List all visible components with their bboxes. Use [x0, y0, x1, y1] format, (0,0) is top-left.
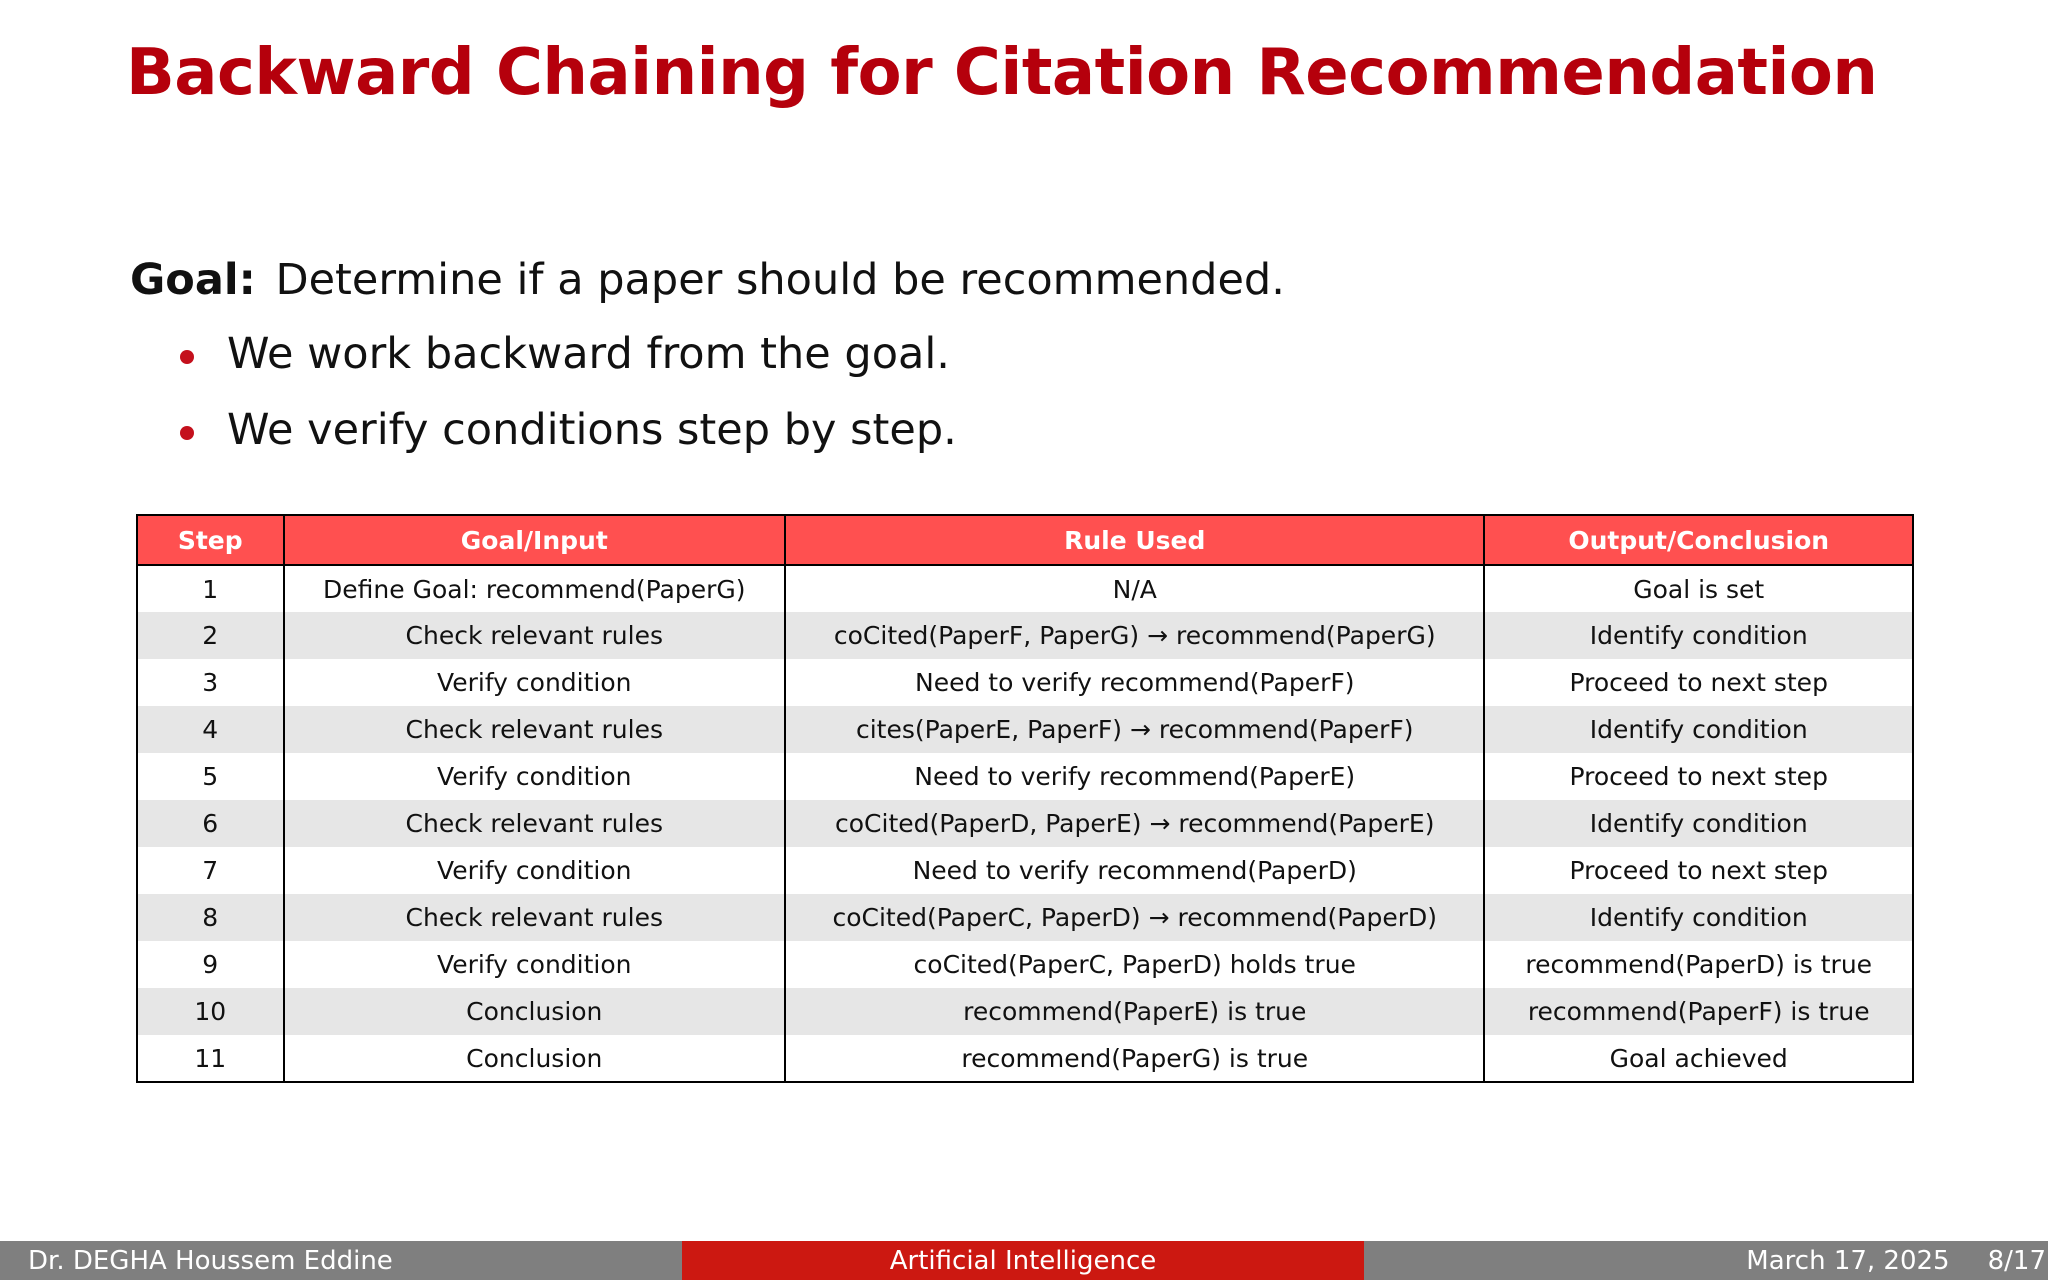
- cell-step: 11: [137, 1035, 284, 1082]
- cell-step: 4: [137, 706, 284, 753]
- cell-step: 3: [137, 659, 284, 706]
- table-row: [137, 941, 1913, 988]
- cell-step: 1: [137, 565, 284, 612]
- bullet-text: We work backward from the goal.: [227, 329, 950, 379]
- cell-goal-input: Verify condition: [284, 659, 786, 706]
- footer-page-number: 8/17: [1987, 1245, 2046, 1276]
- footer-date: March 17, 2025: [1746, 1245, 1950, 1276]
- cell-output-conclusion: recommend(PaperD) is true: [1484, 941, 1913, 988]
- table-row: [137, 706, 1913, 753]
- cell-output-conclusion: Proceed to next step: [1484, 753, 1913, 800]
- cell-goal-input: Conclusion: [284, 1035, 786, 1082]
- slide-footer: [0, 1241, 2048, 1280]
- table-row: [137, 800, 1913, 847]
- goal-bullet-list: [130, 326, 1285, 458]
- table-row: [137, 612, 1913, 659]
- cell-step: 7: [137, 847, 284, 894]
- cell-output-conclusion: Identify condition: [1484, 894, 1913, 941]
- table-row: [137, 894, 1913, 941]
- cell-output-conclusion: recommend(PaperF) is true: [1484, 988, 1913, 1035]
- table-row: [137, 659, 1913, 706]
- cell-output-conclusion: Identify condition: [1484, 800, 1913, 847]
- cell-step: 10: [137, 988, 284, 1035]
- header-step: Step: [137, 515, 284, 565]
- table-row: [137, 847, 1913, 894]
- goal-block: [130, 252, 1285, 478]
- cell-goal-input: Verify condition: [284, 941, 786, 988]
- backward-chaining-table: [136, 514, 1914, 1083]
- cell-goal-input: Define Goal: recommend(PaperG): [284, 565, 786, 612]
- header-goal-input: Goal/Input: [284, 515, 786, 565]
- cell-step: 5: [137, 753, 284, 800]
- table-row: [137, 753, 1913, 800]
- cell-goal-input: Check relevant rules: [284, 894, 786, 941]
- cell-rule-used: coCited(PaperF, PaperG) → recommend(PaperG): [785, 612, 1484, 659]
- bullet-dot-icon: [180, 350, 194, 364]
- cell-step: 9: [137, 941, 284, 988]
- cell-goal-input: Verify condition: [284, 753, 786, 800]
- cell-goal-input: Check relevant rules: [284, 706, 786, 753]
- footer-course: Artificial Intelligence: [682, 1241, 1364, 1280]
- cell-output-conclusion: Proceed to next step: [1484, 847, 1913, 894]
- cell-step: 8: [137, 894, 284, 941]
- cell-goal-input: Conclusion: [284, 988, 786, 1035]
- cell-goal-input: Verify condition: [284, 847, 786, 894]
- cell-goal-input: Check relevant rules: [284, 612, 786, 659]
- footer-right: [1364, 1241, 2048, 1280]
- table-row: [137, 988, 1913, 1035]
- cell-step: 6: [137, 800, 284, 847]
- bullet-dot-icon: [180, 426, 194, 440]
- cell-output-conclusion: Identify condition: [1484, 612, 1913, 659]
- cell-output-conclusion: Proceed to next step: [1484, 659, 1913, 706]
- cell-rule-used: coCited(PaperD, PaperE) → recommend(PaperE): [785, 800, 1484, 847]
- steps-table: [136, 514, 1914, 1083]
- bullet-item: [130, 326, 1285, 382]
- table-row: [137, 1035, 1913, 1082]
- header-rule-used: Rule Used: [785, 515, 1484, 565]
- cell-output-conclusion: Goal is set: [1484, 565, 1913, 612]
- bullet-item: [130, 402, 1285, 458]
- cell-rule-used: coCited(PaperC, PaperD) holds true: [785, 941, 1484, 988]
- cell-rule-used: Need to verify recommend(PaperF): [785, 659, 1484, 706]
- table-row: [137, 565, 1913, 612]
- cell-rule-used: coCited(PaperC, PaperD) → recommend(PaperD): [785, 894, 1484, 941]
- goal-text: Determine if a paper should be recommended.: [275, 255, 1285, 305]
- bullet-text: We verify conditions step by step.: [227, 405, 957, 455]
- cell-rule-used: N/A: [785, 565, 1484, 612]
- slide-title: Backward Chaining for Citation Recommendation: [126, 36, 1878, 110]
- cell-rule-used: recommend(PaperG) is true: [785, 1035, 1484, 1082]
- table-body: [137, 565, 1913, 1082]
- cell-output-conclusion: Goal achieved: [1484, 1035, 1913, 1082]
- cell-rule-used: cites(PaperE, PaperF) → recommend(PaperF): [785, 706, 1484, 753]
- footer-author: Dr. DEGHA Houssem Eddine: [0, 1241, 682, 1280]
- cell-goal-input: Check relevant rules: [284, 800, 786, 847]
- cell-step: 2: [137, 612, 284, 659]
- goal-statement: [130, 252, 1285, 308]
- goal-label: Goal:: [130, 255, 256, 305]
- header-output-conclusion: Output/Conclusion: [1484, 515, 1913, 565]
- cell-rule-used: Need to verify recommend(PaperE): [785, 753, 1484, 800]
- cell-output-conclusion: Identify condition: [1484, 706, 1913, 753]
- cell-rule-used: recommend(PaperE) is true: [785, 988, 1484, 1035]
- table-header-row: [137, 515, 1913, 565]
- cell-rule-used: Need to verify recommend(PaperD): [785, 847, 1484, 894]
